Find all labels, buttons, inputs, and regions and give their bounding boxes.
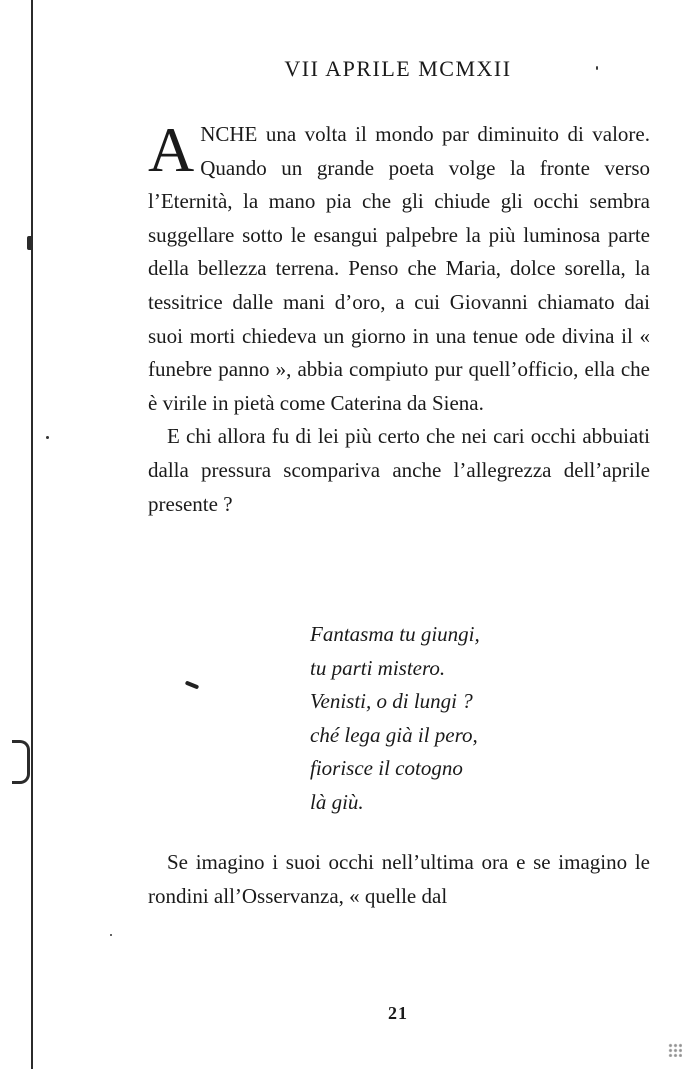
corner-stain [668, 1043, 682, 1057]
binding-edge [31, 0, 33, 1069]
poem-line: fiorisce il cotogno [310, 756, 463, 780]
paragraph-2: E chi allora fu di lei più certo che nei cari occhi abbuiati dalla pressura scompariva anche l’allegrezza dell’aprile presente ? [148, 424, 650, 516]
paragraph-3: Se imagino i suoi occhi nell’ultima ora e se imagino le rondini all’Osservanza, « quelle dal [148, 850, 650, 908]
drop-cap: A [148, 114, 195, 185]
small-caps-opening: NCHE [200, 122, 258, 146]
paragraph-1 [148, 114, 650, 420]
body-text [148, 114, 650, 521]
binding-clip [12, 740, 30, 784]
ink-mark [185, 681, 199, 690]
ink-speck [46, 436, 49, 439]
binding-mark [27, 236, 33, 250]
poem-line: tu parti mistero. [310, 655, 446, 680]
poem-line: Venisti, o di lungi ? [310, 689, 473, 713]
ink-speck [110, 934, 112, 936]
poem-line: Fantasma tu giungi, [310, 622, 480, 646]
poem-line: ché lega già il pero, [310, 722, 478, 747]
page-number: 21 [388, 1003, 408, 1023]
running-head: VII APRILE MCMXII [284, 56, 512, 81]
poem-quotation [310, 618, 480, 819]
paragraph-1-text: una volta il mondo par diminuito di valore. Quando un grande poeta volge la fronte verso l’Eternità, la mano pia che gli chiude gli occhi sembra suggellare sotto le esangui palpebre la più luminosa parte della bellezza terrena. Penso che Maria, dolce sorella, la tessitrice dalle mani d’oro, a cui Giovanni chiamato dai suoi morti chiedeva un giorno in una tenue ode divina il « funebre panno », abbia compiuto pur quell’officio, ella che è virile in pietà come Caterina da Siena. [148, 122, 650, 415]
poem-line: là giù. [310, 789, 364, 814]
